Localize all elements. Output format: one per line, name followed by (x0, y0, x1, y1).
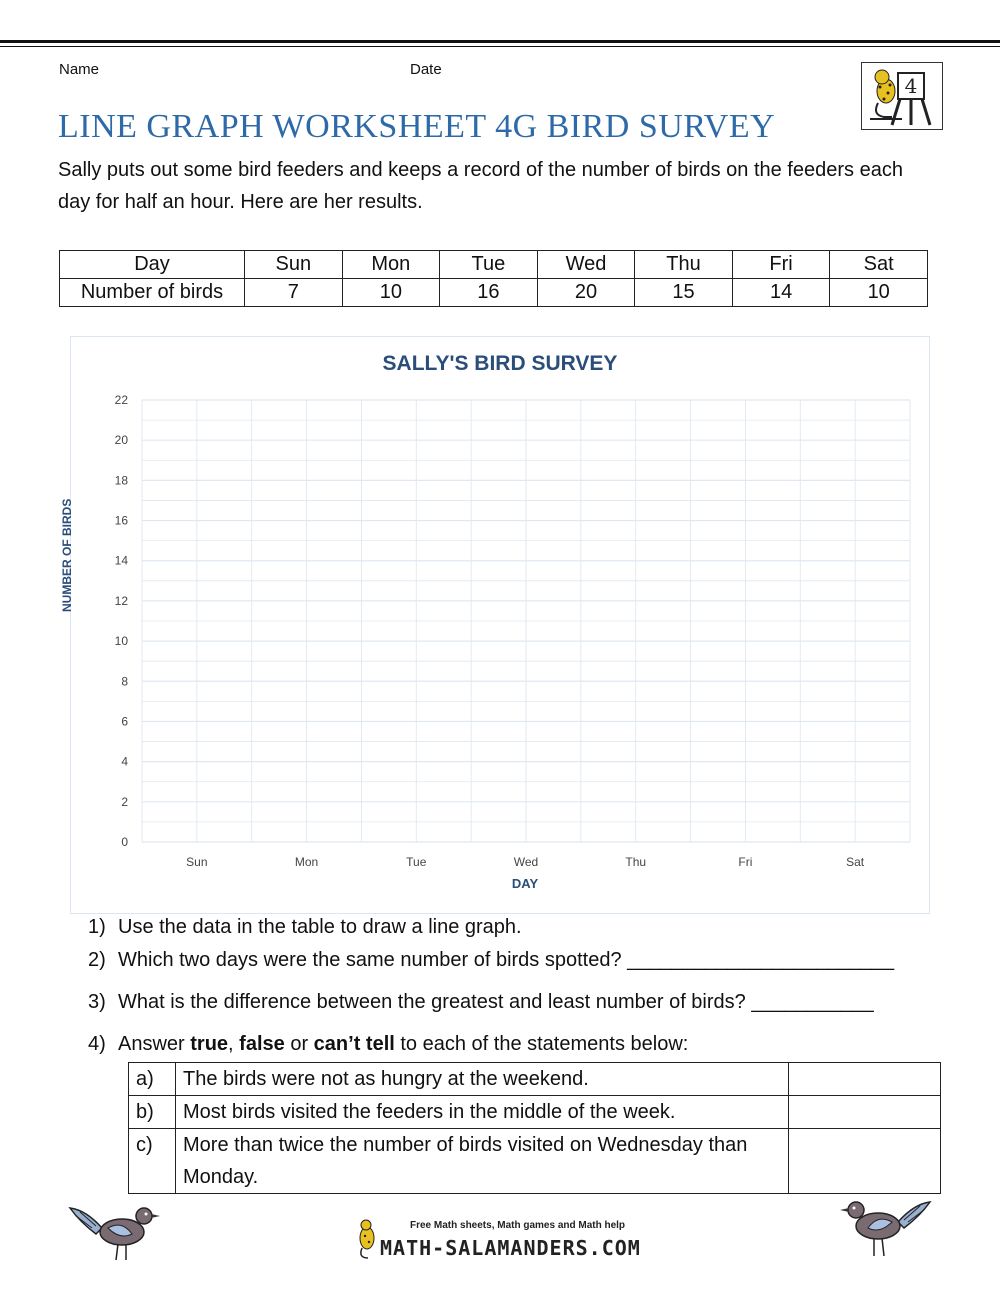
name-label: Name (59, 61, 100, 78)
question-text: Which two days were the same number of birds spotted? ________________________ (118, 949, 895, 971)
question-number: 3) (88, 991, 106, 1013)
bird-left-icon (66, 1198, 162, 1268)
day-cell: Fri (732, 251, 830, 279)
question-number: 2) (88, 949, 106, 971)
y-tick-label: 12 (114, 593, 128, 608)
top-rule (0, 40, 1000, 43)
question-1 (88, 916, 522, 939)
y-tick-label: 6 (121, 714, 128, 729)
salamander-easel-icon (862, 63, 942, 129)
statement-text: The birds were not as hungry at the weekend. (176, 1063, 789, 1096)
statement-row (129, 1129, 941, 1194)
question-text: What is the difference between the greatest and least number of birds? ___________ (118, 991, 874, 1013)
top-rule-thin (0, 46, 1000, 47)
y-tick-label: 14 (114, 553, 128, 568)
separator: , (228, 1033, 240, 1055)
y-tick-label: 16 (114, 513, 128, 528)
question-4 (88, 1033, 688, 1056)
statement-row (129, 1096, 941, 1129)
day-cell: Sat (830, 251, 928, 279)
footer-tagline: Free Math sheets, Math games and Math help (410, 1220, 626, 1231)
x-tick-label: Sun (186, 855, 208, 869)
x-tick-label: Fri (738, 855, 753, 869)
statements-table (128, 1062, 941, 1194)
day-cell: Tue (440, 251, 538, 279)
count-cell: 15 (635, 279, 733, 307)
statement-text: More than twice the number of birds visited on Wednesday than Monday. (176, 1129, 789, 1194)
y-tick-label: 18 (114, 473, 128, 488)
question-text: Use the data in the table to draw a line graph. (118, 916, 522, 938)
question-2 (88, 949, 894, 972)
x-tick-label: Sat (846, 855, 865, 869)
footer-salamander-icon (354, 1216, 380, 1260)
x-tick-label: Mon (294, 855, 319, 869)
count-cell: 16 (440, 279, 538, 307)
answer-cell[interactable] (789, 1063, 941, 1096)
x-tick-label: Wed (513, 855, 539, 869)
y-axis-label: NUMBER OF BIRDS (60, 498, 74, 612)
answer-cell[interactable] (789, 1096, 941, 1129)
logo-grade-number: 4 (904, 74, 918, 98)
y-tick-label: 8 (121, 674, 128, 689)
bird-right-icon (838, 1192, 934, 1264)
separator: or (284, 1033, 314, 1055)
day-cell: Wed (537, 251, 635, 279)
question-3 (88, 991, 874, 1014)
statement-row (129, 1063, 941, 1096)
count-cell: 7 (245, 279, 343, 307)
day-header: Day (60, 251, 245, 279)
day-cell: Sun (245, 251, 343, 279)
statement-letter: a) (129, 1063, 176, 1096)
question-number: 4) (88, 1033, 106, 1055)
keyword-cant-tell: can’t tell (313, 1033, 395, 1055)
y-tick-label: 10 (114, 634, 128, 649)
day-cell: Thu (635, 251, 733, 279)
x-tick-label: Tue (406, 855, 427, 869)
count-header: Number of birds (60, 279, 245, 307)
count-row (60, 279, 928, 307)
question-text: to each of the statements below: (394, 1033, 689, 1055)
footer-site-link[interactable]: MATH-SALAMANDERS.COM (380, 1236, 641, 1260)
x-tick-label: Thu (625, 855, 647, 869)
question-text: Answer (118, 1033, 191, 1055)
page-title: LINE GRAPH WORKSHEET 4G BIRD SURVEY (58, 108, 776, 145)
day-row (60, 251, 928, 279)
statement-text: Most birds visited the feeders in the middle of the week. (176, 1096, 789, 1129)
day-cell: Mon (342, 251, 440, 279)
question-number: 1) (88, 916, 106, 938)
y-tick-label: 2 (121, 794, 128, 809)
count-cell: 14 (732, 279, 830, 307)
statement-letter: b) (129, 1096, 176, 1129)
x-axis-label: DAY (511, 876, 539, 891)
count-cell: 20 (537, 279, 635, 307)
statement-letter: c) (129, 1129, 176, 1194)
count-cell: 10 (830, 279, 928, 307)
date-label: Date (410, 61, 442, 78)
keyword-false: false (239, 1033, 285, 1055)
y-tick-label: 0 (121, 835, 128, 849)
grade-logo (861, 62, 943, 130)
bird-data-table (59, 250, 928, 307)
y-tick-label: 22 (114, 393, 128, 407)
intro-text: Sally puts out some bird feeders and keeps a record of the number of birds on the feeders each day for half an hour. Here are her results. (58, 159, 903, 213)
count-cell: 10 (342, 279, 440, 307)
y-tick-label: 4 (121, 754, 128, 769)
y-tick-label: 20 (114, 433, 128, 448)
answer-cell[interactable] (789, 1129, 941, 1194)
chart-title: SALLY'S BIRD SURVEY (382, 352, 618, 375)
keyword-true: true (190, 1033, 229, 1055)
chart-plot (70, 336, 930, 914)
